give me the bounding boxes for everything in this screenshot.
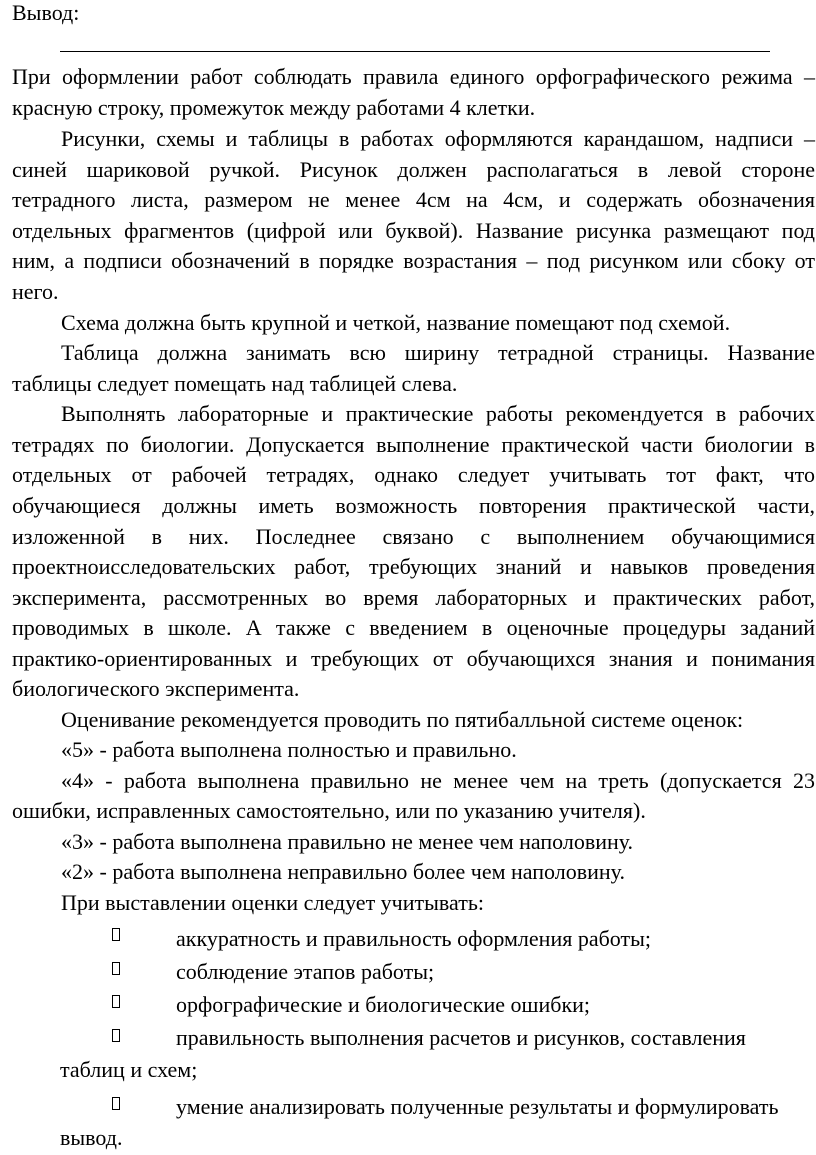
paragraph-line: практико-ориентированных и требующих от обучающихся знания и понимания <box>12 646 815 671</box>
bullet-item: орфографические и биологические ошибки; <box>176 992 591 1017</box>
paragraph-line: тетрадного листа, размером не менее 4см на 4см, и содержать обозначения <box>12 187 815 212</box>
grade-line: «3» - работа выполнена правильно не менее чем наполовину. <box>61 829 634 854</box>
bullet-item-continuation: таблиц и схем; <box>60 1057 198 1082</box>
paragraph-line: отдельных от рабочей тетрадях, однако следует учитывать тот факт, что <box>12 462 815 487</box>
grade-line: «2» - работа выполнена неправильно более чем наполовину. <box>61 859 625 884</box>
paragraph-line: ним, а подписи обозначений в порядке возрастания – под рисунком или сбоку от <box>12 248 815 273</box>
paragraph-line: красную строку, промежуток между работами 4 клетки. <box>12 95 536 120</box>
paragraph-line: биологического эксперимента. <box>12 676 300 701</box>
paragraph-line: синей шариковой ручкой. Рисунок должен располагаться в левой стороне <box>12 157 815 182</box>
bullet-item: умение анализировать полученные результаты и формулировать <box>176 1094 779 1119</box>
checkbox-bullet-icon <box>112 928 120 941</box>
paragraph-line: отдельных фрагментов (цифрой или буквой). Название рисунка размещают под <box>12 218 815 243</box>
paragraph-line: Рисунки, схемы и таблицы в работах оформляются карандашом, надписи – <box>61 126 815 151</box>
paragraph-line: него. <box>12 279 59 304</box>
paragraph-line: проводимых в школе. А также с введением в оценочные процедуры заданий <box>12 615 815 640</box>
bullet-item-continuation: вывод. <box>60 1125 123 1150</box>
checkbox-bullet-icon <box>112 995 120 1008</box>
paragraph-line: изложенной в них. Последнее связано с выполнением обучающимися <box>12 524 815 549</box>
checkbox-bullet-icon <box>112 1029 120 1042</box>
paragraph-line: При оформлении работ соблюдать правила единого орфографического режима – <box>12 64 815 89</box>
paragraph-line: Схема должна быть крупной и четкой, название помещают под схемой. <box>61 310 731 335</box>
paragraph-line: тетрадях по биологии. Допускается выполнение практической части биологии в <box>12 432 815 457</box>
checkbox-bullet-icon <box>112 1097 120 1110</box>
paragraph-line: Таблица должна занимать всю ширину тетрадной страницы. Название <box>61 340 815 365</box>
grade-line: «5» - работа выполнена полностью и правильно. <box>61 737 517 762</box>
paragraph-line: эксперимента, рассмотренных во время лабораторных и практических работ, <box>12 585 815 610</box>
paragraph-line: ошибки, исправленных самостоятельно, или по указанию учителя). <box>12 798 646 823</box>
bullet-item: соблюдение этапов работы; <box>176 959 435 984</box>
divider-line <box>60 51 770 52</box>
paragraph-line: Оценивание рекомендуется проводить по пятибалльной системе оценок: <box>61 707 744 732</box>
checkbox-bullet-icon <box>112 962 120 975</box>
paragraph-line: таблицы следует помещать над таблицей слева. <box>12 371 458 396</box>
paragraph-line: обучающиеся должны иметь возможность повторения практической части, <box>12 493 815 518</box>
grade-line: «4» - работа выполнена правильно не менее чем на треть (допускается 23 <box>61 768 815 793</box>
paragraph-line: Выполнять лабораторные и практические работы рекомендуется в рабочих <box>61 401 815 426</box>
paragraph-line: При выставлении оценки следует учитывать: <box>61 890 484 915</box>
bullet-item: правильность выполнения расчетов и рисунков, составления <box>176 1025 746 1050</box>
paragraph-line: проектноисследовательских работ, требующих знаний и навыков проведения <box>12 554 815 579</box>
bullet-item: аккуратность и правильность оформления работы; <box>176 926 652 951</box>
heading: Вывод: <box>12 0 80 25</box>
